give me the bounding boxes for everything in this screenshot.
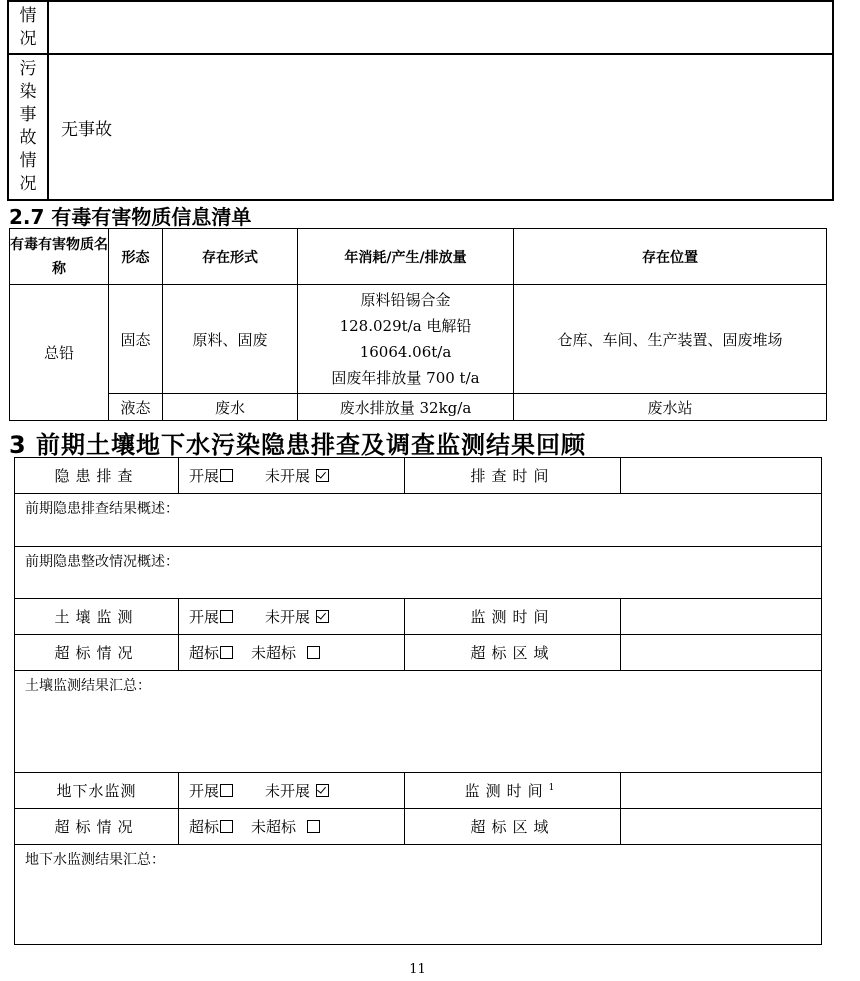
gw-summary: 地下水监测结果汇总： [15,845,822,945]
checkbox-start-icon[interactable] [220,469,233,482]
exceed-label: 超标情况 [15,635,179,671]
header-form: 形态 [109,229,163,285]
row-existence: 原料、固废 [163,285,298,394]
check-time-label: 排查时间 [405,458,621,494]
row-form: 液态 [109,394,163,421]
section-3-heading: 3 前期土壤地下水污染隐患排查及调查监测结果回顾 [9,431,587,459]
exceed-options: 超标 未超标 [179,635,405,671]
gw-monitor-label: 地下水监测 [15,773,179,809]
row-form: 固态 [109,285,163,394]
situation-label: 情 况 [8,1,48,54]
row-location: 仓库、车间、生产装置、固废堆场 [514,285,827,394]
checkbox-checked-icon[interactable] [316,610,329,623]
header-existence: 存在形式 [163,229,298,285]
row-existence: 废水 [163,394,298,421]
row-location: 废水站 [514,394,827,421]
prior-info-table [7,0,834,201]
gw-time-value [621,773,822,809]
row-amount: 原料铅锡合金 128.029t/a 电解铅 16064.06t/a 固废年排放量 700 t/a [298,285,514,394]
gw-time-label: 监测时间$^1$ [405,773,621,809]
row-amount: 废水排放量 32kg/a [298,394,514,421]
pollution-accident-label: 污 染 事 故 情 况 [8,54,48,200]
hazard-check-label: 隐患排查 [15,458,179,494]
header-substance-name: 有毒有害物质名称 [10,229,109,285]
monitor-time-value [621,599,822,635]
soil-summary: 土壤监测结果汇总： [15,671,822,773]
hazard-summary: 前期隐患排查结果概述： [15,494,822,547]
table-row [10,394,827,421]
header-amount: 年消耗/产生/排放量 [298,229,514,285]
gw-exceed-area-label: 超标区域 [405,809,621,845]
gw-monitor-options: 开展 未开展 [179,773,405,809]
toxic-substance-table [9,228,827,421]
checkbox-not-exceed-icon[interactable] [307,820,320,833]
checkbox-exceed-icon[interactable] [220,646,233,659]
header-location: 存在位置 [514,229,827,285]
gw-exceed-label: 超标情况 [15,809,179,845]
gw-exceed-area-value [621,809,822,845]
exceed-area-label: 超标区域 [405,635,621,671]
checkbox-exceed-icon[interactable] [220,820,233,833]
gw-exceed-options: 超标 未超标 [179,809,405,845]
rectify-summary: 前期隐患整改情况概述： [15,547,822,599]
check-time-value [621,458,822,494]
situation-value [48,1,833,54]
soil-monitor-options: 开展 未开展 [179,599,405,635]
substance-name: 总铅 [10,285,109,421]
monitor-time-label: 监测时间 [405,599,621,635]
soil-monitor-label: 土壤监测 [15,599,179,635]
checkbox-checked-icon[interactable] [316,469,329,482]
exceed-area-value [621,635,822,671]
checkbox-start-icon[interactable] [220,784,233,797]
table-row [10,285,827,394]
checkbox-not-exceed-icon[interactable] [307,646,320,659]
checkbox-checked-icon[interactable] [316,784,329,797]
checkbox-start-icon[interactable] [220,610,233,623]
prior-monitoring-table [14,457,822,945]
pollution-accident-value: 无事故 [48,54,833,200]
page-number: 11 [409,962,426,977]
section-2-7-heading: 2.7 有毒有害物质信息清单 [9,205,252,229]
hazard-check-options: 开展 未开展 [179,458,405,494]
